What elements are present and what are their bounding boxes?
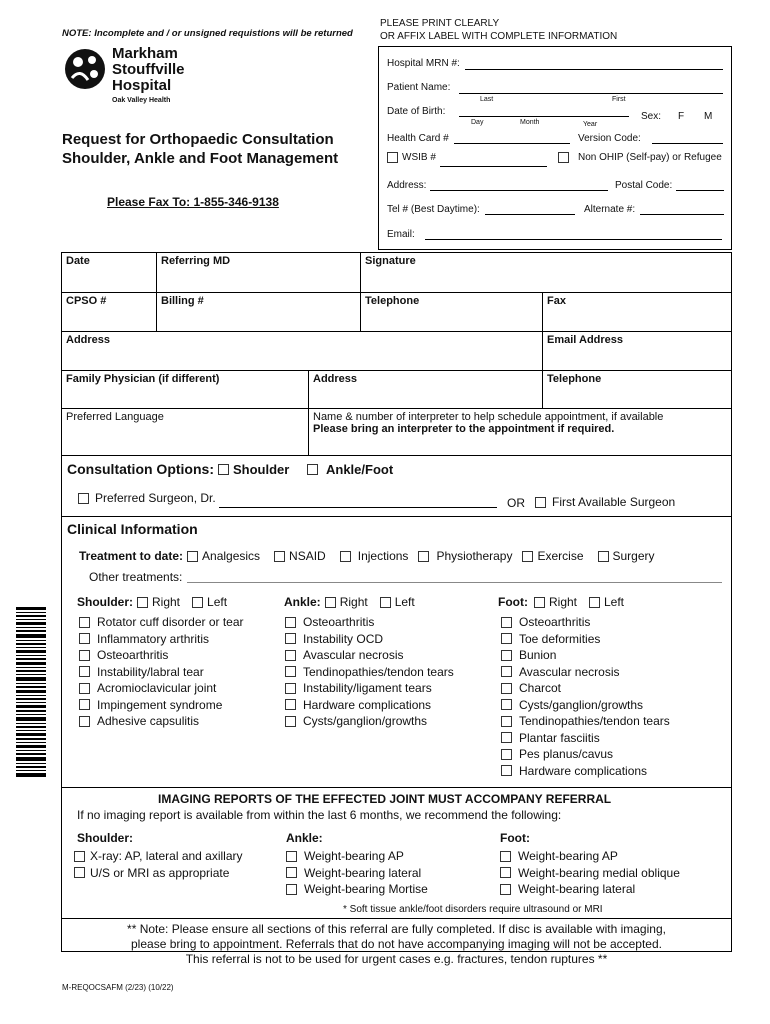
fp-address-cell[interactable]: Address — [309, 371, 543, 409]
list-item[interactable]: Osteoarthritis — [501, 614, 670, 631]
list-item[interactable]: Hardware complications — [501, 763, 670, 780]
dob-field[interactable] — [459, 116, 629, 117]
print-clearly-line2: OR AFFIX LABEL WITH COMPLETE INFORMATION — [380, 31, 618, 42]
print-clearly-line1: PLEASE PRINT CLEARLY — [380, 18, 500, 29]
patient-info-box — [378, 46, 732, 250]
list-item[interactable]: Instability/ligament tears — [285, 680, 454, 697]
address-label: Address: — [387, 180, 427, 191]
sex-label: Sex: — [641, 111, 662, 122]
date-cell[interactable]: Date — [62, 253, 157, 293]
list-item[interactable]: Tendinopathies/tendon tears — [285, 664, 454, 681]
imaging-foot-list — [500, 848, 680, 898]
preferred-surgeon-field[interactable] — [219, 507, 497, 508]
list-item[interactable]: Avascular necrosis — [501, 664, 670, 681]
month-hint: Month — [520, 119, 540, 126]
list-item[interactable]: Toe deformities — [501, 631, 670, 648]
mrn-field[interactable] — [465, 69, 723, 70]
consultation-divider — [62, 516, 731, 517]
sex-f-option[interactable]: F — [678, 111, 685, 122]
or-label: OR — [507, 496, 525, 510]
imaging-ankle-list — [286, 848, 428, 898]
shoulder-right-checkbox[interactable] — [137, 597, 148, 608]
list-item[interactable]: Adhesive capsulitis — [79, 713, 244, 730]
tel-label: Tel # (Best Daytime): — [387, 204, 480, 215]
form-code: M-REQOCSAFM (2/23) (10/22) — [62, 983, 174, 992]
billing-cell[interactable]: Billing # — [157, 293, 361, 332]
list-item[interactable]: Weight-bearing lateral — [500, 881, 680, 898]
fax-number: Please Fax To: 1-855-346-9138 — [107, 195, 279, 209]
surgery-checkbox[interactable] — [598, 551, 609, 562]
form-title: Request for Orthopaedic Consultation Shoulder, Ankle and Foot Management — [62, 131, 339, 167]
hospital-logo-icon — [64, 48, 106, 90]
preferred-surgeon-row: Preferred Surgeon, Dr. — [78, 491, 216, 505]
barcode — [16, 607, 46, 777]
analgesics-checkbox[interactable] — [187, 551, 198, 562]
wsib-row: WSIB # — [387, 152, 436, 163]
list-item[interactable]: Osteoarthritis — [285, 614, 454, 631]
foot-conditions-list — [501, 614, 670, 779]
list-item[interactable]: Osteoarthritis — [79, 647, 244, 664]
imaging-shoulder-list — [74, 848, 243, 881]
imaging-ankle-label: Ankle: — [286, 831, 323, 845]
imaging-subtext: If no imaging report is available from within the last 6 months, we recommend the following: — [77, 808, 562, 822]
list-item[interactable]: Inflammatory arthritis — [79, 631, 244, 648]
ankle-foot-option: Ankle/Foot — [307, 462, 393, 477]
clinical-info-heading: Clinical Information — [67, 521, 198, 537]
cpso-cell[interactable]: CPSO # — [62, 293, 157, 332]
version-code-field[interactable] — [652, 143, 723, 144]
health-card-field[interactable] — [454, 143, 570, 144]
health-card-label: Health Card # — [387, 133, 449, 144]
other-treatments-label: Other treatments: — [89, 570, 183, 584]
shoulder-side-row: Shoulder: Right Left — [77, 595, 228, 609]
ankle-right-checkbox[interactable] — [325, 597, 336, 608]
shoulder-conditions-list — [79, 614, 244, 730]
imaging-foot-label: Foot: — [500, 831, 530, 845]
mrn-label: Hospital MRN #: — [387, 58, 460, 69]
consultation-options-row: Consultation Options: Shoulder — [67, 461, 290, 477]
list-item[interactable]: Hardware complications — [285, 697, 454, 714]
incomplete-note: NOTE: Incomplete and / or unsigned requistions will be returned — [62, 28, 353, 39]
non-ohip-checkbox[interactable] — [558, 152, 569, 163]
list-item[interactable]: Weight-bearing AP — [500, 848, 680, 865]
telephone-cell[interactable]: Telephone — [361, 293, 543, 332]
shoulder-option-checkbox[interactable] — [218, 464, 229, 475]
preferred-language-cell[interactable]: Preferred Language — [62, 409, 309, 456]
postal-code-label: Postal Code: — [615, 180, 673, 191]
day-hint: Day — [471, 119, 484, 126]
dob-label: Date of Birth: — [387, 106, 446, 117]
injections-checkbox[interactable] — [340, 551, 351, 562]
wsib-field[interactable] — [440, 166, 547, 167]
list-item[interactable]: Acromioclavicular joint — [79, 680, 244, 697]
physiotherapy-checkbox[interactable] — [418, 551, 429, 562]
foot-left-checkbox[interactable] — [589, 597, 600, 608]
postal-code-field[interactable] — [676, 190, 724, 191]
patient-address-field[interactable] — [430, 190, 608, 191]
first-name-hint: First — [612, 96, 626, 103]
imaging-heading: IMAGING REPORTS OF THE EFFECTED JOINT MUST ACCOMPANY REFERRAL — [158, 792, 612, 806]
list-item[interactable]: Cysts/ganglion/growths — [501, 697, 670, 714]
email-label: Email: — [387, 229, 415, 240]
fax-cell[interactable]: Fax — [543, 293, 731, 332]
ankle-conditions-list — [285, 614, 454, 730]
hospital-name: Markham Stouffville Hospital — [112, 45, 185, 94]
last-name-hint: Last — [480, 96, 494, 103]
alternate-field[interactable] — [640, 214, 724, 215]
list-item[interactable]: Instability/labral tear — [79, 664, 244, 681]
note-divider — [62, 918, 731, 919]
signature-cell[interactable]: Signature — [361, 253, 731, 293]
interpreter-cell[interactable]: Name & number of interpreter to help schedule appointment, if available Please bring an interpreter to the appointment if required. — [309, 409, 731, 456]
list-item[interactable]: Avascular necrosis — [285, 647, 454, 664]
list-item[interactable]: X-ray: AP, lateral and axillary — [74, 848, 243, 865]
ankle-side-row: Ankle: Right Left — [284, 595, 415, 609]
family-physician-cell[interactable]: Family Physician (if different) — [62, 371, 309, 409]
list-item[interactable]: U/S or MRI as appropriate — [74, 865, 243, 882]
list-item[interactable]: Tendinopathies/tendon tears — [501, 713, 670, 730]
list-item[interactable]: Weight-bearing medial oblique — [500, 865, 680, 882]
sex-m-option[interactable]: M — [704, 111, 713, 122]
referrer-address-cell[interactable]: Address — [62, 332, 543, 371]
other-treatments-field[interactable] — [187, 582, 722, 583]
shoulder-left-checkbox[interactable] — [192, 597, 203, 608]
list-item[interactable]: Rotator cuff disorder or tear — [79, 614, 244, 631]
list-item[interactable]: Weight-bearing AP — [286, 848, 428, 865]
email-address-cell[interactable]: Email Address — [543, 332, 731, 371]
exercise-checkbox[interactable] — [522, 551, 533, 562]
preferred-surgeon-checkbox[interactable] — [78, 493, 89, 504]
patient-email-field[interactable] — [425, 239, 722, 240]
list-item[interactable]: Instability OCD — [285, 631, 454, 648]
list-item[interactable]: Cysts/ganglion/growths — [285, 713, 454, 730]
list-item[interactable]: Weight-bearing Mortise — [286, 881, 428, 898]
bottom-note: ** Note: Please ensure all sections of this referral are fully completed. If disc is available with imaging, please bring to appointment. Referrals that do not have accompanying imaging will not be accepted. This referral is not to be used for urgent cases e.g. fractures, tendon ruptures ** — [127, 922, 666, 966]
foot-side-row: Foot: Right Left — [498, 595, 625, 609]
list-item[interactable]: Charcot — [501, 680, 670, 697]
wsib-checkbox[interactable] — [387, 152, 398, 163]
referring-md-cell[interactable]: Referring MD — [157, 253, 361, 293]
patient-name-field[interactable] — [459, 93, 723, 94]
first-available-row: First Available Surgeon — [535, 495, 675, 509]
ankle-left-checkbox[interactable] — [380, 597, 391, 608]
imaging-divider — [62, 787, 731, 788]
imaging-footnote: * Soft tissue ankle/foot disorders require ultrasound or MRI — [343, 904, 603, 915]
foot-right-checkbox[interactable] — [534, 597, 545, 608]
patient-name-label: Patient Name: — [387, 82, 451, 93]
non-ohip-row: Non OHIP (Self-pay) or Refugee — [558, 152, 722, 163]
year-hint: Year — [583, 121, 598, 128]
ankle-foot-option-checkbox[interactable] — [307, 464, 318, 475]
version-code-label: Version Code: — [578, 133, 641, 144]
imaging-shoulder-label: Shoulder: — [77, 831, 133, 845]
list-item[interactable]: Weight-bearing lateral — [286, 865, 428, 882]
alternate-label: Alternate #: — [584, 204, 636, 215]
list-item[interactable]: Bunion — [501, 647, 670, 664]
list-item[interactable]: Impingement syndrome — [79, 697, 244, 714]
list-item[interactable]: Plantar fasciitis — [501, 730, 670, 747]
first-available-checkbox[interactable] — [535, 497, 546, 508]
fp-telephone-cell[interactable]: Telephone — [543, 371, 731, 409]
tel-field[interactable] — [485, 214, 575, 215]
hospital-tagline: Oak Valley Health — [112, 97, 171, 104]
nsaid-checkbox[interactable] — [274, 551, 285, 562]
treatment-row: Treatment to date: Analgesics NSAID Injections Physiotherapy Exercise Surgery — [79, 549, 655, 563]
list-item[interactable]: Pes planus/cavus — [501, 746, 670, 763]
